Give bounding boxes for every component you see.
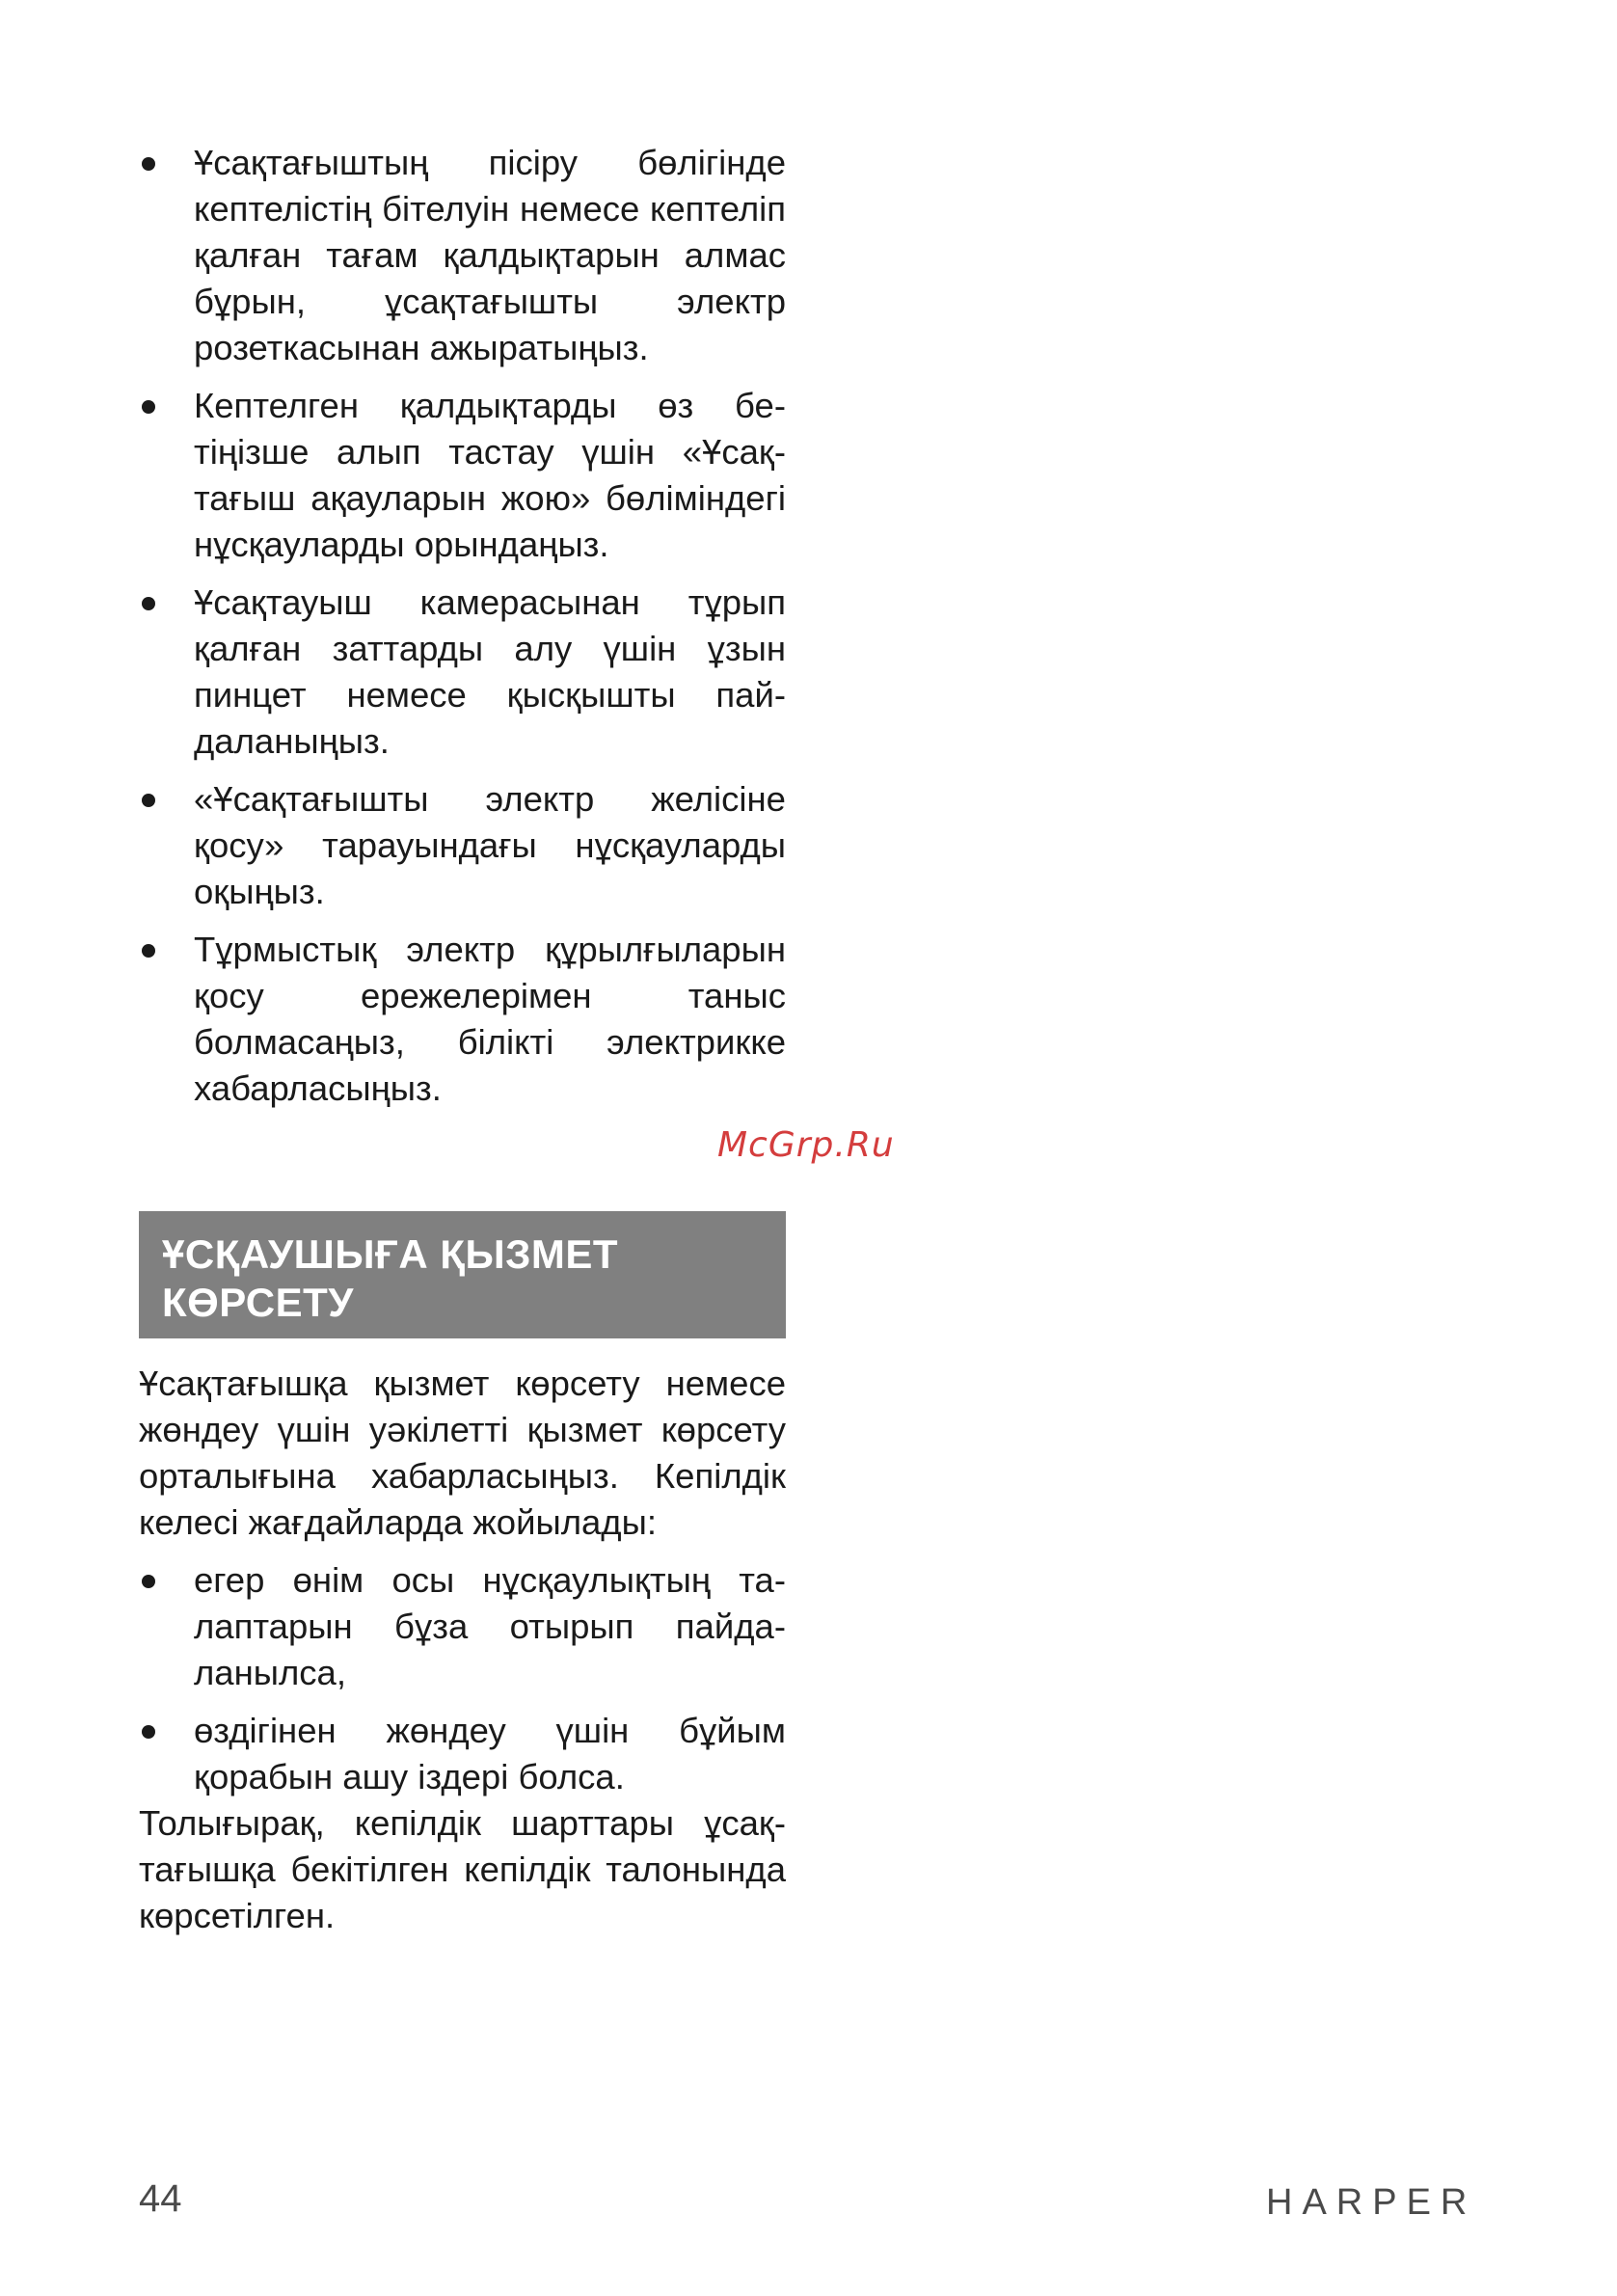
list-item [139, 140, 786, 371]
list-item-text: өздігінен жөндеу үшін бұйым қорабын ашу іздері болса. [194, 1711, 786, 1796]
bullet-dot-icon [142, 794, 155, 807]
bullet-dot-icon [142, 157, 155, 171]
list-item-text: Тұрмыстық электр құрылғыларын қосу ережелерімен таныс болмасаңыз, білікті электрикке хабарласыңыз. [194, 930, 786, 1108]
section-body [139, 1361, 786, 1939]
bullet-dot-icon [142, 1725, 155, 1739]
page-number: 44 [139, 2177, 182, 2220]
section-title: ҰСҚАУШЫҒА ҚЫЗМЕТ КӨРСЕТУ [162, 1231, 619, 1325]
bullet-dot-icon [142, 1575, 155, 1588]
brand-logo: HARPER [1266, 2182, 1477, 2223]
section-intro: Ұсақтағышқа қызмет көрсету немесе жөндеу үшін уәкілетті қызмет көрсету орталығына хабарласыңыз. Кепілдік келесі жағдайларда жойылады: [139, 1364, 786, 1542]
watermark-text: McGrp.Ru [717, 1125, 895, 1165]
top-bullet-list [139, 140, 786, 1112]
section-outro: Толығырақ, кепілдік шарттары ұсақтағышқа бекітілген кепілдік талонында көрсетілген. [139, 1803, 786, 1935]
section-bullet-list [139, 1557, 786, 1800]
list-item [139, 1708, 786, 1800]
list-item [139, 1557, 786, 1696]
bullet-dot-icon [142, 597, 155, 610]
list-item-text: Ұсақтауыш камерасынан тұрып қалған заттарды алу үшін ұзын пинцет немесе қысқышты пайдаланыңыз. [194, 582, 786, 761]
list-item-text: егер өнім осы нұсқаулықтың талаптарын бұза отырып пайдаланылса, [194, 1560, 786, 1692]
bullet-dot-icon [142, 400, 155, 414]
list-item [139, 927, 786, 1112]
list-item-text: Кептелген қалдықтарды өз бетіңізше алып тастау үшін «Ұсақтағыш ақауларын жою» бөліміндегі нұсқауларды орындаңыз. [194, 386, 786, 564]
list-item [139, 580, 786, 765]
bullet-dot-icon [142, 944, 155, 958]
list-item-text: «Ұсақтағышты электр желісіне қосу» тарауындағы нұсқауларды оқыңыз. [194, 779, 786, 911]
list-item [139, 776, 786, 915]
list-item [139, 383, 786, 568]
section-header [139, 1211, 786, 1338]
list-item-text: Ұсақтағыштың пісіру бөлігінде кептелістің бітелуін немесе кептеліп қалған тағам қалдықтарын алмас бұрын, ұсақтағышты электр розеткасынан ажыратыңыз. [194, 143, 786, 367]
top-bullet-section [139, 140, 786, 1123]
